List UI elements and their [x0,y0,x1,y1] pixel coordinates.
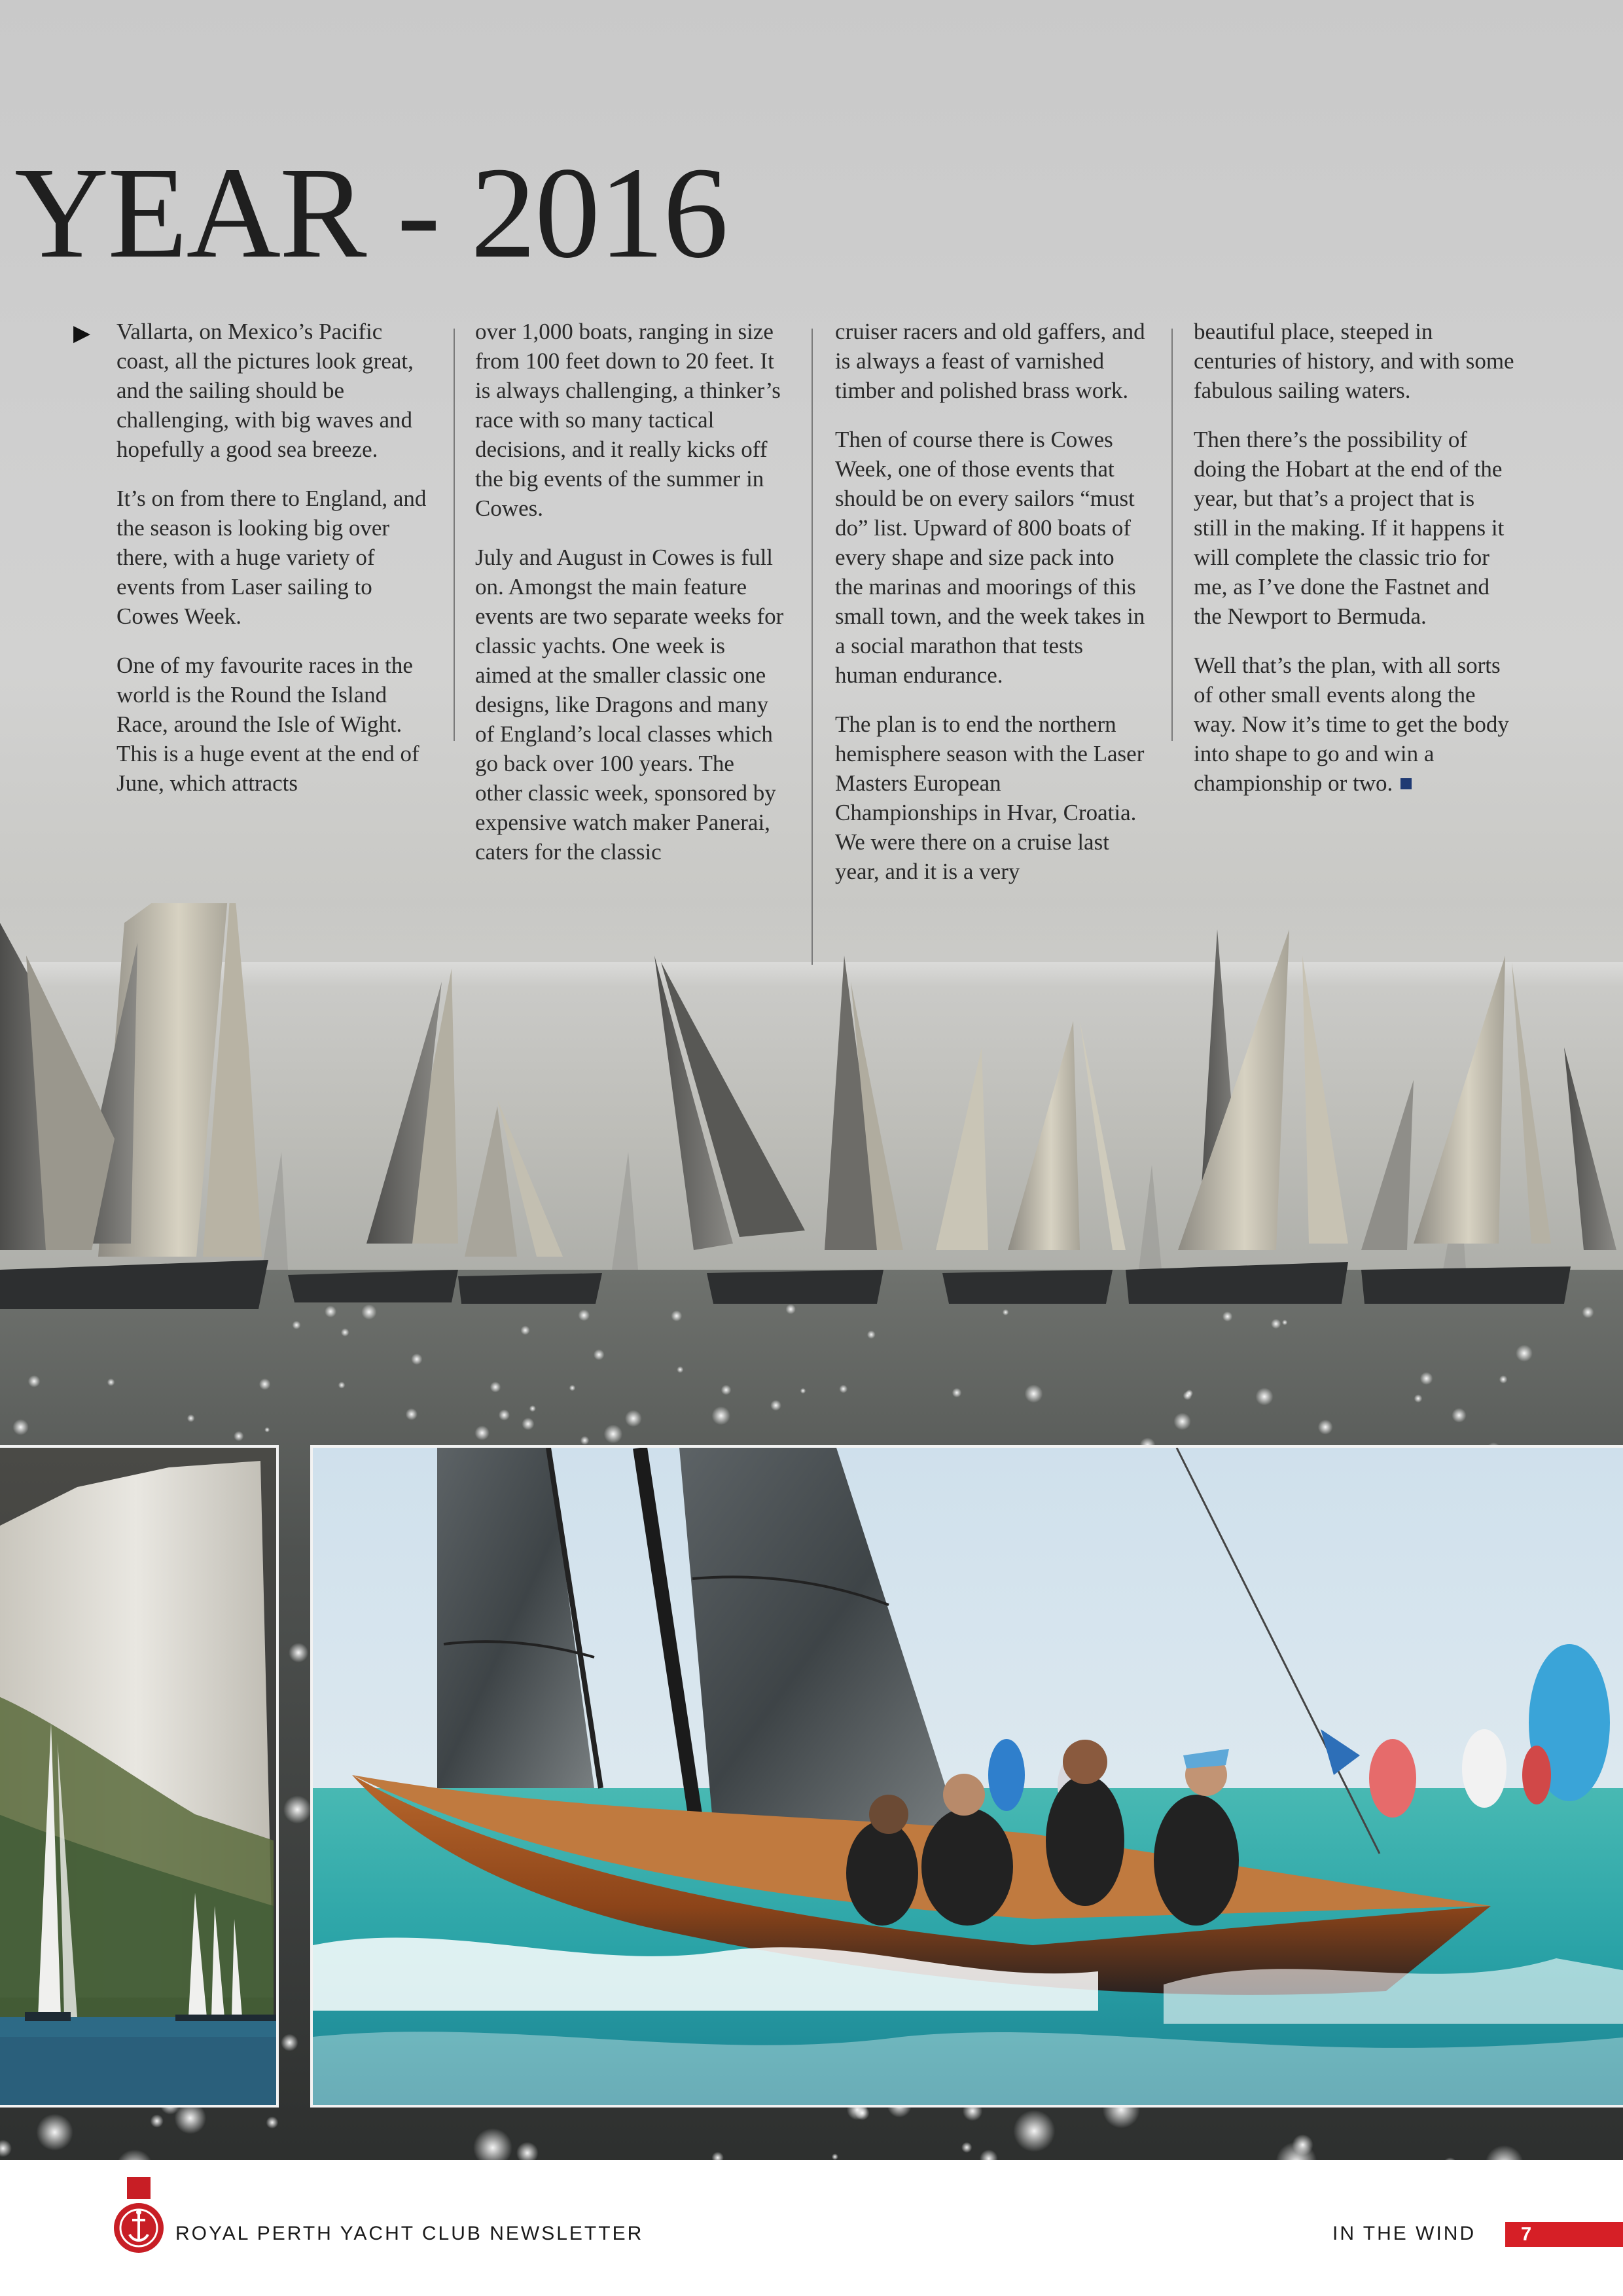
paragraph: Then of course there is Cowes Week, one of those events that should be on every sailors “must do” list. Upward of 800 boats of every shape and size pack into the marinas and moorings of this small town, and the week takes in a social marathon that tests human endurance. [835,427,1145,688]
sparkle [187,1414,195,1422]
sparkle [1452,1408,1466,1422]
article-column-2 [475,317,786,886]
sparkle [867,1331,876,1339]
sparkle [1582,1306,1594,1318]
sparkle [283,1795,312,1823]
yacht-photo-drawing [313,1448,1623,2108]
cliff-photo-drawing [0,1448,279,2108]
sparkle [1003,1309,1009,1316]
crest-icon [113,2177,165,2262]
sparkle [625,1410,642,1427]
paragraph-text: Well that’s the plan, with all sorts of other small events along the way. Now it’s time to get the body into shape to go and win a championship or two. [1194,653,1509,796]
sparkle [12,1419,28,1435]
sparkle [490,1382,501,1393]
sparkle [786,1304,796,1314]
paragraph: over 1,000 boats, ranging in size from 100 feet down to 20 feet. It is always challenging, a thinker’s race with so many tactical decisions, and it really kicks off the big events of the summer in Cowes. [475,319,781,521]
sparkle [677,1367,683,1373]
sparkle [474,1426,489,1440]
column-divider [1171,329,1173,741]
sparkle [1271,1319,1281,1329]
sparkle [579,1310,590,1321]
sparkle [770,1400,781,1411]
classic-yacht-photo [310,1445,1623,2108]
paragraph [1194,651,1514,798]
sparkle [1013,2110,1055,2152]
column-divider [454,329,455,741]
sparkle [1318,1420,1333,1435]
sparkle [151,2115,164,2128]
sparkle [529,1405,536,1412]
sparkle [569,1385,576,1391]
sparkle [1173,1413,1190,1430]
sparkle [604,1425,623,1444]
paragraph: The plan is to end the northern hemisphere season with the Laser Masters European Championships in Hvar, Croatia. We were there on a cruise last year, and it is a very [835,711,1145,884]
sparkle [361,1304,376,1319]
sparkle [289,1643,308,1662]
paragraph: July and August in Cowes is full on. Amongst the main feature events are two separate weeks for classic yachts. One week is aimed at the smaller classic one designs, like Dragons and many of England’s local classes which go back over 100 years. The other classic week, sponsored by expensive watch maker Panerai, caters for the classic [475,545,784,865]
column-divider [812,329,813,965]
sparkle [1256,1388,1274,1405]
sparkle [259,1378,271,1390]
sparkle [712,1407,730,1425]
sparkle [266,2117,279,2129]
paragraph: cruiser racers and old gaffers, and is always a feast of varnished timber and polished brass work. [835,319,1145,403]
sparkle [839,1385,847,1393]
sparkle [1025,1385,1043,1403]
sparkle [1414,1394,1423,1403]
sparkle [341,1328,349,1336]
section-name: IN THE WIND [1332,2223,1476,2244]
paragraph: beautiful place, steeped in centuries of history, and with some fabulous sailing waters. [1194,319,1514,403]
square-icon [1400,778,1412,789]
sparkle [325,1306,336,1318]
sparkle [293,1321,301,1329]
sparkle [580,1436,590,1445]
sparkle [1183,1391,1192,1401]
page-title: YEAR - 2016 [14,141,728,285]
sparkle [1516,1345,1533,1362]
sparkle [1420,1372,1433,1385]
sparkle [800,1388,806,1394]
sparkle [28,1375,41,1388]
sparkle [721,1385,732,1395]
sparkle [37,2114,73,2151]
sparkle [521,1325,530,1335]
sparkle [855,2106,869,2120]
article-columns [0,317,1623,965]
sparkle [107,1378,115,1386]
sparkle [594,1350,605,1361]
sparkle [1222,1312,1232,1321]
sparkle [961,2142,972,2153]
paragraph: One of my favourite races in the world is the Round the Island Race, around the Isle of Wight. This is a huge event at the end of June, which attracts [116,653,419,796]
sparkle [832,2153,838,2160]
sparkle [499,1409,510,1420]
paragraph: It’s on from there to England, and the season is looking big over there, with a huge variety of events from Laser sailing to Cowes Week. [116,486,427,629]
sparkle [1282,1319,1287,1325]
article-column-3 [835,317,1146,906]
newsletter-name: ROYAL PERTH YACHT CLUB NEWSLETTER [175,2223,644,2244]
sparkle [406,1408,418,1420]
article-column-4 [1194,317,1514,817]
play-arrow-icon: ▶ [73,321,91,346]
page-number: 7 [1505,2222,1623,2247]
paragraph: Vallarta, on Mexico’s Pacific coast, all the pictures look great, and the sailing should be challenging, with big waves and hopefully a good sea breeze. [116,319,414,462]
sparkle [522,1418,534,1430]
sparkle [411,1354,422,1365]
article-column-1 [116,317,427,817]
sparkle [952,1388,962,1398]
sparkle [1499,1375,1508,1384]
sparkle [338,1382,346,1389]
sparkle [281,2034,298,2051]
cliff-photo [0,1445,279,2108]
sparkle [234,1431,243,1441]
paragraph: Then there’s the possibility of doing the Hobart at the end of the year, but that’s a project that is still in the making. If it happens it will complete the classic trio for me, as I’ve done the Fastnet and the Newport to Bermuda. [1194,427,1505,629]
sparkle [671,1310,682,1321]
sparkle [264,1427,270,1433]
